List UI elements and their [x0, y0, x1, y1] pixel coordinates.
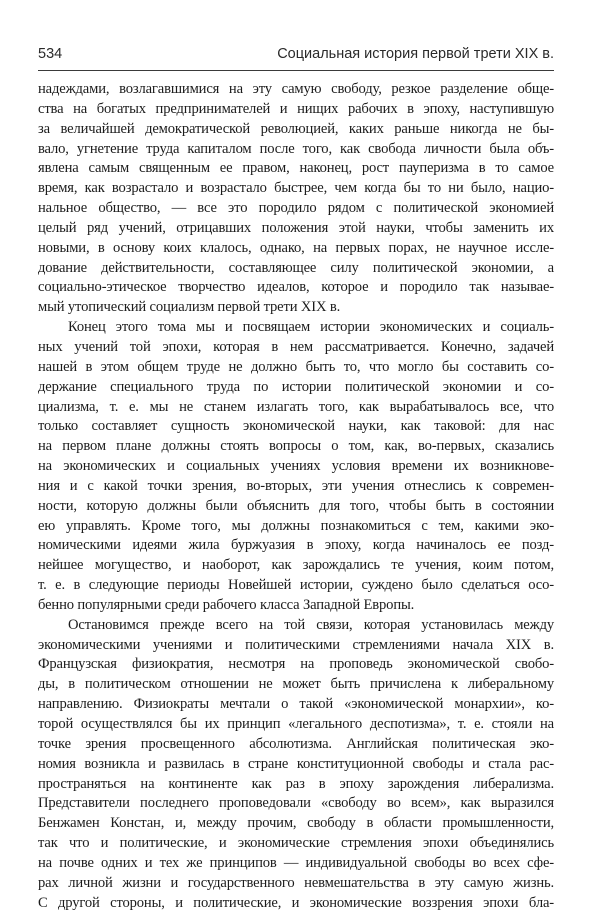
text-line: пространяться на континенте как раз в эпоху зарождения либерализма.	[38, 775, 554, 792]
text-line: бенно популярными среди рабочего класса Западной Европы.	[38, 596, 415, 613]
text-line: циализма, т. е. мы не станем излагать того, как вырабатывалось все, что	[38, 398, 554, 415]
text-line: номия возникла и развилась в стране конституционной свободы и стала рас-	[38, 755, 554, 772]
text-line: дование действительности, составляющее силу политической экономии, а	[38, 259, 554, 276]
text-line: ства на богатых предпринимателей и нищих рабочих в эпоху, наступившую	[38, 100, 554, 117]
text-line: нальное общество, — все это породило рядом с политической экономией	[38, 200, 554, 217]
text-line: явлена самым священным ее правом, наконец, рост пауперизма в то самое	[38, 160, 554, 177]
text-line: на почве одних и тех же принципов — индивидуальной свободы во всех сфе-	[38, 854, 554, 871]
body-text	[38, 80, 554, 913]
text-line: мый утопический социализм первой трети XIX в.	[38, 299, 341, 316]
text-line: держание специального труда по истории политической экономии и со-	[38, 378, 554, 395]
text-line: нашей в этом общем труде не должно быть то, что могло бы составить со-	[38, 358, 554, 375]
text-line: ных учений той эпохи, которая в нем рассматривается. Конечно, задачей	[38, 338, 554, 355]
text-line: точке зрения просвещенного абсолютизма. Английская политическая эко-	[38, 735, 554, 752]
text-line: ею управлять. Кроме того, мы должны познакомиться с тем, какими эко-	[38, 517, 554, 534]
text-line: Бенжамен Констан, и, между прочим, свободу в области промышленности,	[38, 815, 554, 832]
running-title: Социальная история первой трети XIX в.	[277, 46, 554, 62]
text-line: Конец этого тома мы и посвящаем истории экономических и социаль-	[68, 319, 554, 336]
text-line: целый ряд учений, отрицавших положения этой науки, чтобы заменить их	[38, 219, 554, 236]
text-line: за величайшей демократической революцией, каких раньше никогда не бы-	[38, 120, 554, 137]
header-rule	[38, 70, 554, 71]
text-line: рах личной жизни и государственного невмешательства в эту самую жизнь.	[38, 874, 554, 891]
text-line: Остановимся прежде всего на той связи, которая установилась между	[68, 616, 554, 633]
running-head	[38, 46, 554, 68]
text-line: на первом плане должны стоять вопросы о том, как, во-первых, сказались	[38, 438, 554, 455]
text-line: ды, в политическом отношении не может быть причислена к либеральному	[38, 676, 554, 693]
text-line: на экономических и социальных учениях условия времени их возникнове-	[38, 458, 554, 475]
text-line: С другой стороны, и политические, и экономические воззрения эпохи бла-	[38, 894, 554, 911]
text-line: надеждами, возлагавшимися на эту самую свободу, резкое разделение обще-	[38, 81, 554, 97]
text-line: ности, которую должны были объяснить для того, чтобы быть в состоянии	[38, 497, 554, 514]
text-line: направлению. Физиократы мечтали о такой «экономической монархии», ко-	[38, 696, 554, 713]
text-line: т. е. в следующие периоды Новейшей истории, суждено было сделаться осо-	[38, 577, 554, 594]
text-line: так что и политические, и экономические стремления эпохи объединялись	[38, 835, 554, 852]
text-line: социально-этическое творчество идеалов, которое и породило так называе-	[38, 279, 554, 296]
text-line: ния и с какой точки зрения, во-вторых, эти учения отнеслись к современ-	[38, 477, 554, 494]
text-line: Французская физиократия, несмотря на проповедь экономической свобо-	[38, 656, 554, 673]
paragraph	[38, 616, 554, 913]
text-line: номическими идеями жила буржуазия в эпоху, когда начиналось ее позд-	[38, 537, 554, 554]
text-line: нейшее могущество, и наоборот, как зарождались те учения, коим потом,	[38, 557, 554, 574]
text-line: время, как возрастало и возрастало быстрее, чем когда бы то ни было, нацио-	[38, 180, 554, 197]
text-line: новыми, в основу коих клалось, однако, на первых порах, не научное иссле-	[38, 239, 554, 256]
text-line: Представители последнего проповедовали «свободу во всем», как выразился	[38, 795, 554, 812]
text-line: только составляет сущность экономической науки, как таковой: для нас	[38, 418, 554, 435]
paragraph	[38, 80, 554, 318]
text-line: экономическими учениями и политическими стремлениями начала XIX в.	[38, 636, 554, 653]
paragraph	[38, 318, 554, 616]
text-line: торой осуществлялся бы их принцип «легального деспотизма», т. е. стояли на	[38, 716, 554, 732]
text-line: вало, угнетение труда капиталом после того, как свобода личности была объ-	[38, 140, 554, 157]
page-number: 534	[38, 46, 63, 62]
